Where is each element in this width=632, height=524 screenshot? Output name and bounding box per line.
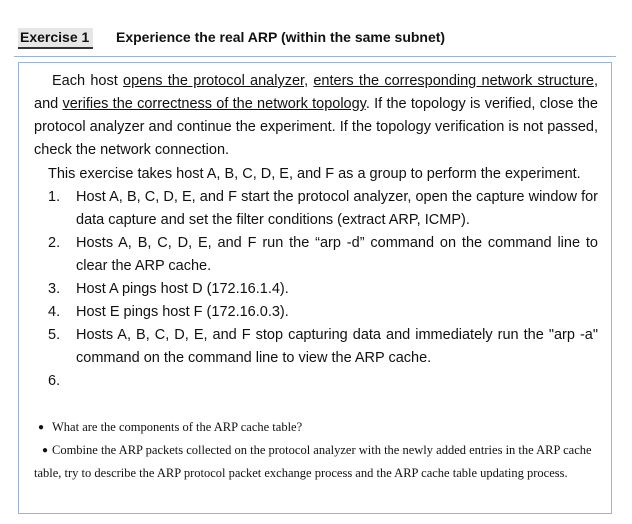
intro-text-3: , and xyxy=(34,73,598,112)
step-text: Host A, B, C, D, E, and F start the protocol analyzer, open the capture window for data capture and set the filter conditions (extract ARP, ICMP). xyxy=(76,189,598,228)
steps-list xyxy=(48,186,598,393)
step-number: 1. xyxy=(48,189,61,205)
questions-block xyxy=(34,416,600,485)
step-number: 4. xyxy=(48,304,61,320)
intro-paragraph xyxy=(34,70,598,162)
exercise-header xyxy=(16,28,614,50)
step-text: Host E pings host F (172.16.0.3). xyxy=(76,304,289,320)
list-item xyxy=(48,370,598,393)
intro-text-2: , xyxy=(304,73,314,89)
step-number: 2. xyxy=(48,235,61,251)
question-text: Combine the ARP packets collected on the protocol analyzer with the newly added entries in the ARP cache table, try to describe the ARP protocol packet exchange process and the ARP cache table updating process. xyxy=(34,443,592,480)
list-item xyxy=(48,278,598,301)
intro-link-network-topology: verifies the correctness of the network topology xyxy=(62,96,366,112)
step-number: 3. xyxy=(48,281,61,297)
list-item xyxy=(48,301,598,324)
intro-text-4: . If the topology is verified, close the protocol analyzer and continue the experiment. If the topology verification is not passed, check the network connection. xyxy=(34,96,598,158)
exercise-label: Exercise 1 xyxy=(18,28,93,49)
question-item xyxy=(34,439,600,485)
question-item xyxy=(34,416,600,439)
bullet-icon: ● xyxy=(38,422,45,433)
intro-link-protocol-analyzer: opens the protocol analyzer xyxy=(123,73,305,89)
step-number: 6. xyxy=(48,373,61,389)
step-text: Hosts A, B, C, D, E, and F run the “arp -d” command on the command line to clear the ARP cache. xyxy=(76,235,598,274)
list-item xyxy=(48,324,598,370)
question-text: What are the components of the ARP cache table? xyxy=(52,420,303,434)
bullet-icon: ● xyxy=(42,445,49,456)
group-line: This exercise takes host A, B, C, D, E, and F as a group to perform the experiment. xyxy=(48,166,581,182)
intro-link-network-structure: enters the corresponding network structure xyxy=(313,73,594,89)
header-divider xyxy=(14,56,616,57)
list-item xyxy=(48,232,598,278)
exercise-title: Experience the real ARP (within the same subnet) xyxy=(116,29,446,45)
step-text: Host A pings host D (172.16.1.4). xyxy=(76,281,289,297)
list-item xyxy=(48,186,598,232)
step-number: 5. xyxy=(48,327,61,343)
step-text: Hosts A, B, C, D, E, and F stop capturing data and immediately run the "arp -a" command on the command line to view the ARP cache. xyxy=(76,327,598,366)
intro-text-1: Each host xyxy=(52,73,123,89)
